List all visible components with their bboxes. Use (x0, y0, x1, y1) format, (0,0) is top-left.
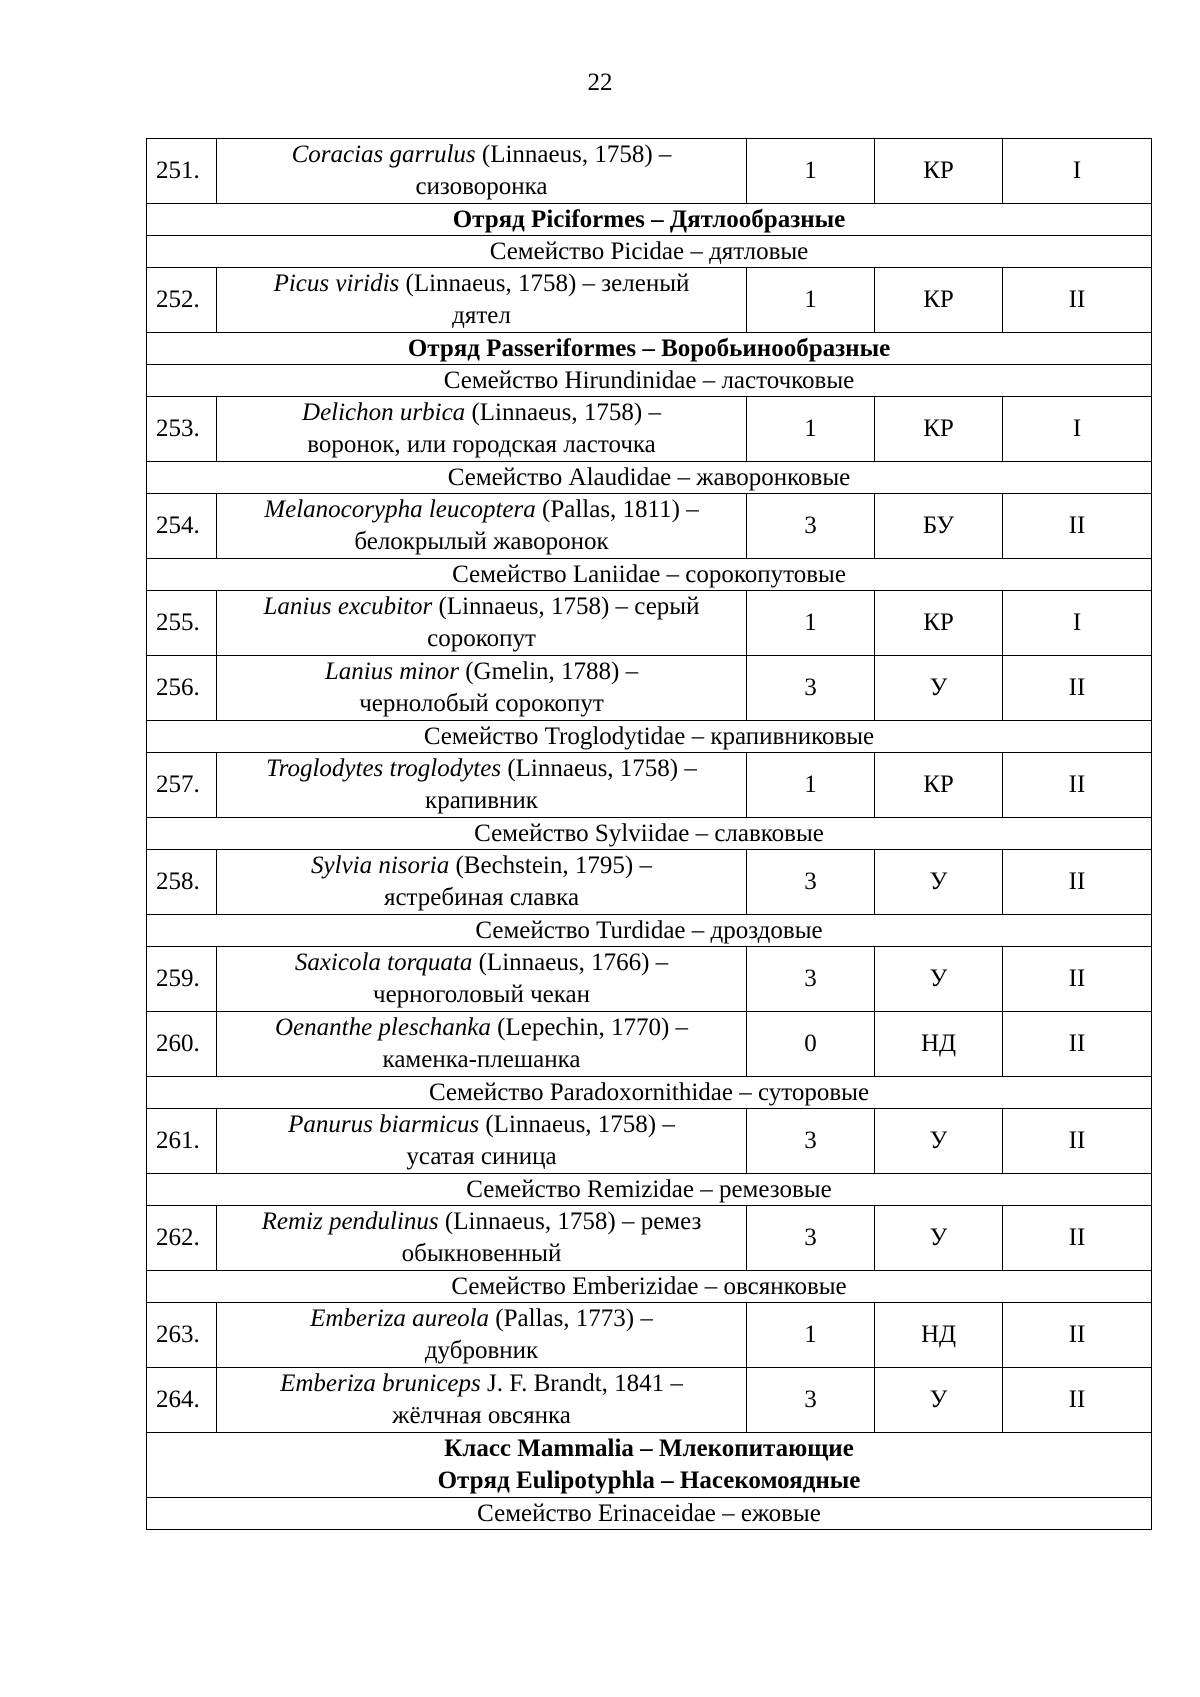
common-name: жёлчная овсянка (392, 1402, 571, 1429)
species-name-cell (217, 268, 747, 333)
latin-name: Oenanthe pleschanka (274, 1014, 491, 1041)
author-text: (Linnaeus, 1758) – (501, 755, 697, 782)
common-name: обыкновенный (401, 1240, 562, 1267)
author-text: (Linnaeus, 1758) – (475, 141, 672, 168)
family-header: Семейство Troglodytidae – крапивниковые (147, 721, 1152, 753)
priority-cell: II (1003, 850, 1152, 915)
family-header: Семейство Turdidae – дроздовые (147, 915, 1152, 947)
latin-name: Lanius minor (324, 658, 459, 685)
latin-name: Sylvia nisoria (311, 852, 450, 879)
row-number: 252. (147, 268, 217, 333)
common-name: каменка-плешанка (382, 1046, 581, 1073)
common-name: сизоворонка (415, 173, 548, 200)
priority-cell: II (1003, 947, 1152, 1012)
family-header: Семейство Erinaceidae – ежовые (147, 1498, 1152, 1530)
priority-cell: II (1003, 1206, 1152, 1271)
species-name-cell (217, 1303, 747, 1368)
species-name-cell (217, 947, 747, 1012)
species-name-cell (217, 850, 747, 915)
family-header: Семейство Hirundinidae – ласточковые (147, 365, 1152, 397)
author-text: (Linnaeus, 1758) – (479, 1111, 675, 1138)
species-name-line1 (223, 1109, 740, 1141)
priority-cell: II (1003, 656, 1152, 721)
author-text: (Linnaeus, 1758) – ремез (438, 1208, 702, 1235)
family-header-row (147, 1077, 1152, 1109)
common-name: черноголовый чекан (373, 981, 590, 1008)
family-header: Семейство Emberizidae – овсянковые (147, 1271, 1152, 1303)
category-cell: 3 (747, 1109, 875, 1174)
order-header-text: Отряд Eulipotyphla – Насекомоядные (437, 1467, 861, 1494)
category-cell: 1 (747, 139, 875, 204)
latin-name: Emberiza bruniceps (280, 1370, 481, 1397)
species-row (147, 947, 1152, 1012)
page-number: 22 (587, 69, 613, 96)
species-row (147, 591, 1152, 656)
latin-name: Emberiza aureola (310, 1305, 490, 1332)
row-number: 254. (147, 494, 217, 559)
common-name: чернолобый сорокопут (359, 690, 604, 717)
category-cell: 1 (747, 1303, 875, 1368)
priority-cell: I (1003, 139, 1152, 204)
family-header-row (147, 915, 1152, 947)
category-cell: 3 (747, 494, 875, 559)
species-row (147, 494, 1152, 559)
category-cell: 3 (747, 947, 875, 1012)
species-name-line1 (223, 1368, 740, 1400)
status-cell: НД (875, 1012, 1003, 1077)
category-cell: 1 (747, 591, 875, 656)
priority-cell: I (1003, 591, 1152, 656)
species-row (147, 1012, 1152, 1077)
species-name-cell (217, 494, 747, 559)
family-header-row (147, 721, 1152, 753)
species-row (147, 1109, 1152, 1174)
author-text: J. F. Brandt, 1841 – (480, 1370, 683, 1397)
status-cell: КР (875, 139, 1003, 204)
category-cell: 0 (747, 1012, 875, 1077)
status-cell: КР (875, 397, 1003, 462)
species-name-line1 (223, 656, 740, 688)
order-header: Отряд Piciformes – Дятлообразные (147, 204, 1152, 236)
species-row (147, 268, 1152, 333)
family-header: Семейство Picidae – дятловые (147, 236, 1152, 268)
species-row (147, 1303, 1152, 1368)
row-number: 260. (147, 1012, 217, 1077)
row-number: 255. (147, 591, 217, 656)
species-name-cell (217, 656, 747, 721)
row-number: 257. (147, 753, 217, 818)
order-header-row (147, 204, 1152, 236)
species-name-line1 (223, 494, 740, 526)
status-cell: У (875, 947, 1003, 1012)
row-number: 256. (147, 656, 217, 721)
priority-cell: II (1003, 268, 1152, 333)
priority-cell: II (1003, 494, 1152, 559)
common-name: сорокопут (427, 625, 536, 652)
family-header-row (147, 818, 1152, 850)
row-number: 259. (147, 947, 217, 1012)
category-cell: 1 (747, 397, 875, 462)
species-name-cell (217, 753, 747, 818)
latin-name: Delichon urbica (302, 399, 466, 426)
family-header-row (147, 1498, 1152, 1530)
status-cell: КР (875, 268, 1003, 333)
priority-cell: II (1003, 1109, 1152, 1174)
category-cell: 3 (747, 1368, 875, 1433)
class-header-text: Класс Mammalia – Млекопитающие (444, 1435, 854, 1462)
species-row (147, 656, 1152, 721)
species-row (147, 1368, 1152, 1433)
species-name-line1 (223, 1206, 740, 1238)
species-table (146, 138, 1152, 1530)
row-number: 261. (147, 1109, 217, 1174)
family-header: Семейство Sylviidae – славковые (147, 818, 1152, 850)
category-cell: 1 (747, 753, 875, 818)
status-cell: У (875, 850, 1003, 915)
family-header-row (147, 462, 1152, 494)
species-row (147, 397, 1152, 462)
latin-name: Saxicola torquata (294, 949, 473, 976)
species-row (147, 753, 1152, 818)
row-number: 253. (147, 397, 217, 462)
category-cell: 3 (747, 656, 875, 721)
species-name-cell (217, 1109, 747, 1174)
author-text: (Linnaeus, 1758) – зеленый (399, 270, 690, 297)
species-name-cell (217, 1206, 747, 1271)
common-name: воронок, или городская ласточка (307, 431, 656, 458)
species-row (147, 850, 1152, 915)
species-name-line1 (223, 753, 740, 785)
family-header: Семейство Alaudidae – жаворонковые (147, 462, 1152, 494)
class-order-header (147, 1433, 1152, 1498)
species-row (147, 1206, 1152, 1271)
status-cell: У (875, 1109, 1003, 1174)
latin-name: Lanius excubitor (263, 593, 433, 620)
species-name-line1 (223, 850, 740, 882)
status-cell: У (875, 1206, 1003, 1271)
family-header: Семейство Paradoxornithidae – суторовые (147, 1077, 1152, 1109)
row-number: 263. (147, 1303, 217, 1368)
common-name: дубровник (424, 1337, 539, 1364)
order-header: Отряд Passeriformes – Воробьинообразные (147, 333, 1152, 365)
species-name-line1 (223, 397, 740, 429)
author-text: (Linnaeus, 1766) – (472, 949, 669, 976)
latin-name: Panurus biarmicus (288, 1111, 480, 1138)
species-row (147, 139, 1152, 204)
common-name: усатая синица (406, 1143, 557, 1170)
latin-name: Picus viridis (273, 270, 400, 297)
species-name-line1 (223, 591, 740, 623)
species-name-cell (217, 591, 747, 656)
species-name-line1 (223, 139, 740, 171)
category-cell: 3 (747, 1206, 875, 1271)
species-name-cell (217, 139, 747, 204)
priority-cell: I (1003, 397, 1152, 462)
priority-cell: II (1003, 1368, 1152, 1433)
latin-name: Remiz pendulinus (261, 1208, 439, 1235)
species-name-line1 (223, 1303, 740, 1335)
row-number: 264. (147, 1368, 217, 1433)
family-header-row (147, 365, 1152, 397)
category-cell: 3 (747, 850, 875, 915)
author-text: (Linnaeus, 1758) – (465, 399, 661, 426)
category-cell: 1 (747, 268, 875, 333)
status-cell: БУ (875, 494, 1003, 559)
status-cell: НД (875, 1303, 1003, 1368)
species-name-cell (217, 1368, 747, 1433)
common-name: крапивник (425, 787, 538, 814)
species-name-line1 (223, 1012, 740, 1044)
author-text: (Bechstein, 1795) – (449, 852, 652, 879)
status-cell: КР (875, 591, 1003, 656)
priority-cell: II (1003, 753, 1152, 818)
order-header-row (147, 333, 1152, 365)
author-text: (Linnaeus, 1758) – серый (432, 593, 700, 620)
species-name-line1 (223, 947, 740, 979)
latin-name: Melanocorypha leucoptera (264, 496, 536, 523)
common-name: дятел (452, 302, 511, 329)
species-name-cell (217, 397, 747, 462)
common-name: белокрылый жаворонок (354, 528, 609, 555)
priority-cell: II (1003, 1303, 1152, 1368)
family-header-row (147, 236, 1152, 268)
status-cell: У (875, 1368, 1003, 1433)
family-header-row (147, 559, 1152, 591)
status-cell: КР (875, 753, 1003, 818)
species-name-line1 (223, 268, 740, 300)
class-order-header-row (147, 1433, 1152, 1498)
row-number: 258. (147, 850, 217, 915)
latin-name: Troglodytes troglodytes (266, 755, 502, 782)
family-header-row (147, 1174, 1152, 1206)
author-text: (Pallas, 1773) – (489, 1305, 653, 1332)
latin-name: Coracias garrulus (291, 141, 476, 168)
author-text: (Lepechin, 1770) – (490, 1014, 689, 1041)
common-name: ястребиная славка (383, 884, 580, 911)
row-number: 251. (147, 139, 217, 204)
family-header: Семейство Remizidae – ремезовые (147, 1174, 1152, 1206)
row-number: 262. (147, 1206, 217, 1271)
status-cell: У (875, 656, 1003, 721)
family-header-row (147, 1271, 1152, 1303)
author-text: (Gmelin, 1788) – (458, 658, 639, 685)
family-header: Семейство Laniidae – сорокопутовые (147, 559, 1152, 591)
priority-cell: II (1003, 1012, 1152, 1077)
species-name-cell (217, 1012, 747, 1077)
author-text: (Pallas, 1811) – (535, 496, 699, 523)
